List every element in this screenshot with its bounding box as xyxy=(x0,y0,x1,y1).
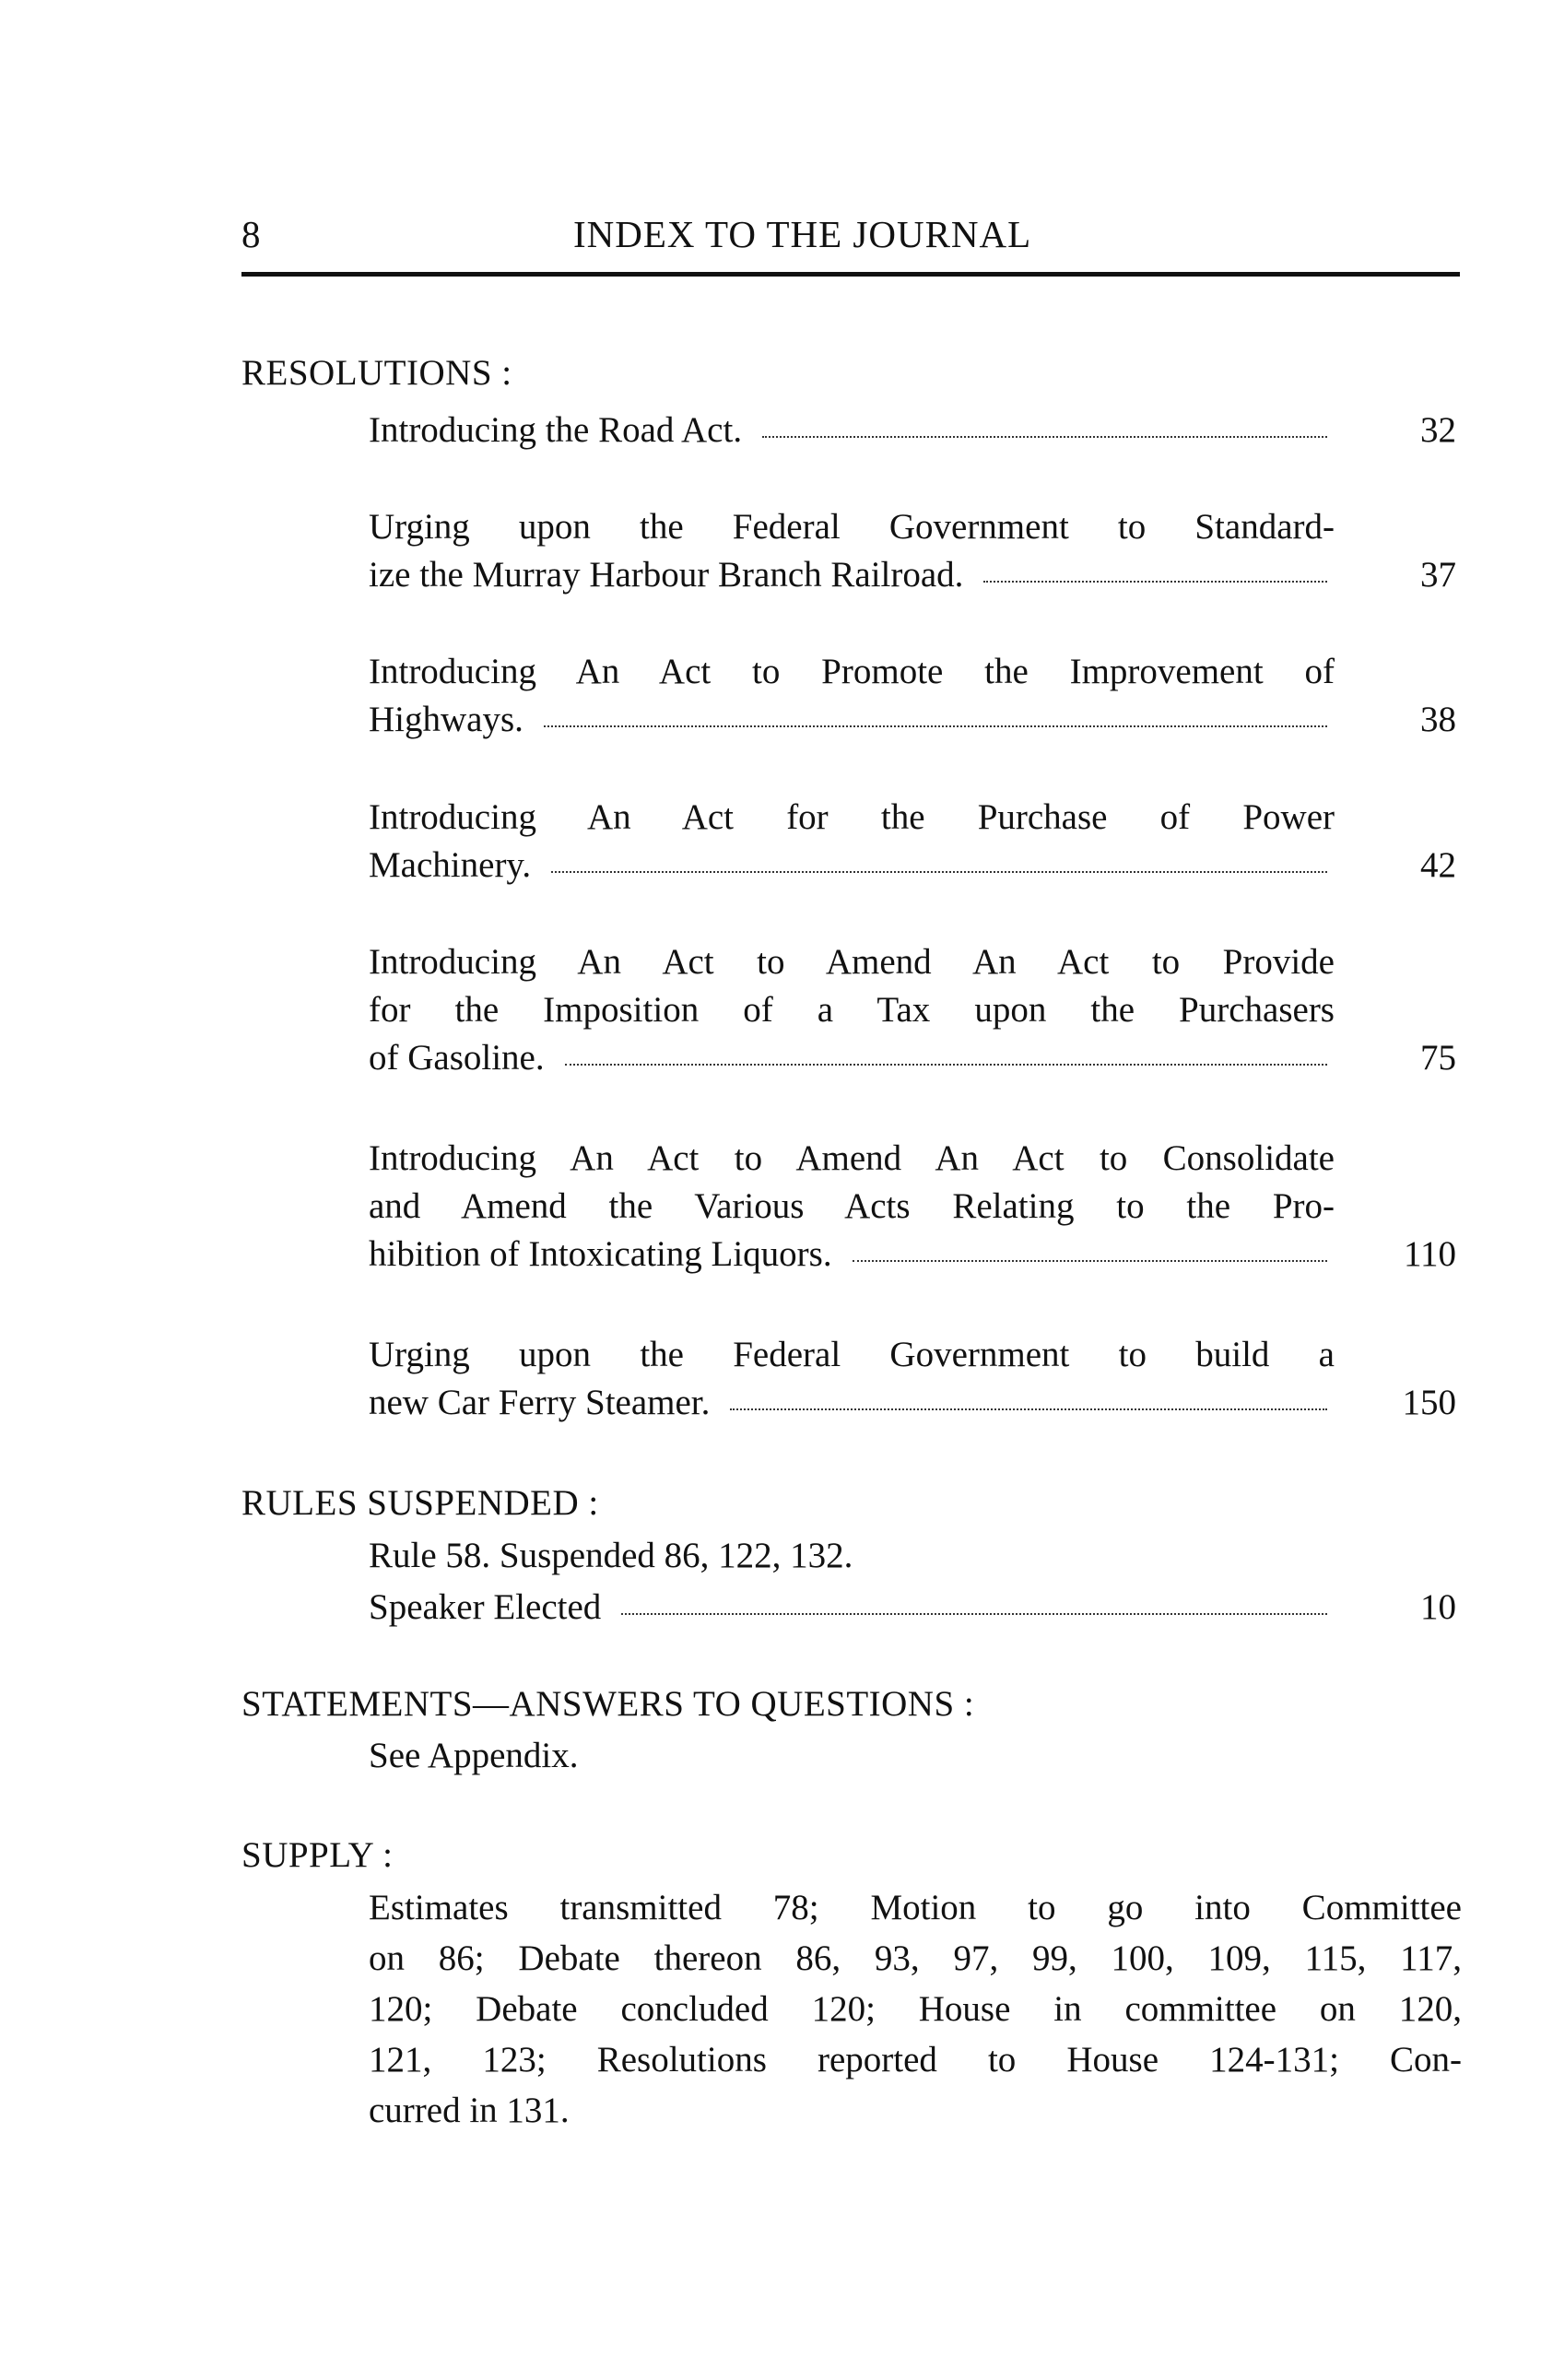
page-reference: 75 xyxy=(1420,1038,1456,1078)
index-entry-murray-harbour-railroad xyxy=(369,503,1456,599)
entry-last-line xyxy=(369,696,1456,744)
entry-last-line xyxy=(369,1584,1456,1632)
supply-text-line: Estimates transmitted 78; Motion to go into Committee xyxy=(369,1888,1462,1927)
entry-last-line xyxy=(369,1379,1456,1427)
entry-text: Urging upon the Federal Government to build a xyxy=(369,1335,1335,1374)
supply-body xyxy=(369,1882,1462,2136)
section-heading-supply: SUPPLY : xyxy=(241,1835,394,1875)
entry-text: Speaker Elected xyxy=(369,1587,602,1627)
page-number: 8 xyxy=(241,213,261,255)
dot-leader xyxy=(621,1613,1327,1615)
page-reference: 32 xyxy=(1420,410,1456,450)
index-entry-speaker-elected xyxy=(369,1584,1456,1632)
index-entry-gasoline-tax-act xyxy=(369,938,1456,1082)
page-reference: 37 xyxy=(1420,555,1456,595)
entry-text: Urging upon the Federal Government to Standard- xyxy=(369,507,1335,547)
entry-text: hibition of Intoxicating Liquors. xyxy=(369,1234,832,1274)
statements-body: See Appendix. xyxy=(369,1736,579,1775)
page-reference: 42 xyxy=(1420,845,1456,885)
entry-text: Introducing An Act to Promote the Improvement of xyxy=(369,652,1335,691)
supply-text-line: 120; Debate concluded 120; House in committee on 120, xyxy=(369,1989,1462,2029)
dot-leader xyxy=(551,871,1327,873)
supply-text-line: on 86; Debate thereon 86, 93, 97, 99, 100, 109, 115, 117, xyxy=(369,1938,1462,1978)
index-entry-highways-act xyxy=(369,648,1456,744)
dot-leader xyxy=(762,436,1327,438)
entry-last-line xyxy=(369,1231,1456,1278)
entry-last-line xyxy=(369,1034,1456,1082)
page-reference: 110 xyxy=(1403,1234,1456,1274)
entry-text: ize the Murray Harbour Branch Railroad. xyxy=(369,555,964,595)
running-head xyxy=(241,206,1460,262)
section-heading-statements: STATEMENTS—ANSWERS TO QUESTIONS : xyxy=(241,1684,975,1724)
header-rule xyxy=(241,272,1460,277)
index-entry-road-act xyxy=(369,406,1456,454)
entry-text: Introducing the Road Act. xyxy=(369,410,743,450)
entry-text: Machinery. xyxy=(369,845,532,885)
dot-leader xyxy=(983,581,1327,583)
index-entry-power-machinery-act xyxy=(369,794,1456,890)
supply-text-line: curred in 131. xyxy=(369,2091,570,2130)
entry-last-line xyxy=(369,406,1456,454)
index-entry-intoxicating-liquors-act xyxy=(369,1135,1456,1278)
entry-text: Introducing An Act for the Purchase of Power xyxy=(369,797,1335,837)
entry-text: Introducing An Act to Amend An Act to Provide xyxy=(369,942,1335,982)
entry-last-line xyxy=(369,551,1456,599)
supply-text-line: 121, 123; Resolutions reported to House 124-131; Con- xyxy=(369,2040,1462,2080)
page-reference: 150 xyxy=(1402,1383,1456,1422)
page-title: INDEX TO THE JOURNAL xyxy=(573,213,1032,255)
rule-suspended-line: Rule 58. Suspended 86, 122, 132. xyxy=(369,1536,853,1575)
entry-last-line xyxy=(369,842,1456,890)
entry-text: and Amend the Various Acts Relating to the Pro- xyxy=(369,1186,1335,1226)
section-heading-resolutions: RESOLUTIONS : xyxy=(241,353,512,393)
page-reference: 38 xyxy=(1420,700,1456,739)
section-heading-rules-suspended: RULES SUSPENDED : xyxy=(241,1483,599,1523)
page-reference: 10 xyxy=(1420,1587,1456,1627)
entry-text: of Gasoline. xyxy=(369,1038,545,1078)
entry-text: Introducing An Act to Amend An Act to Consolidate xyxy=(369,1138,1335,1178)
index-entry-car-ferry-steamer xyxy=(369,1331,1456,1427)
dot-leader xyxy=(853,1260,1327,1262)
entry-text: for the Imposition of a Tax upon the Purchasers xyxy=(369,990,1335,1030)
dot-leader xyxy=(730,1408,1327,1410)
dot-leader xyxy=(565,1064,1327,1066)
entry-text: new Car Ferry Steamer. xyxy=(369,1383,711,1422)
dot-leader xyxy=(544,725,1327,727)
entry-text: Highways. xyxy=(369,700,523,739)
